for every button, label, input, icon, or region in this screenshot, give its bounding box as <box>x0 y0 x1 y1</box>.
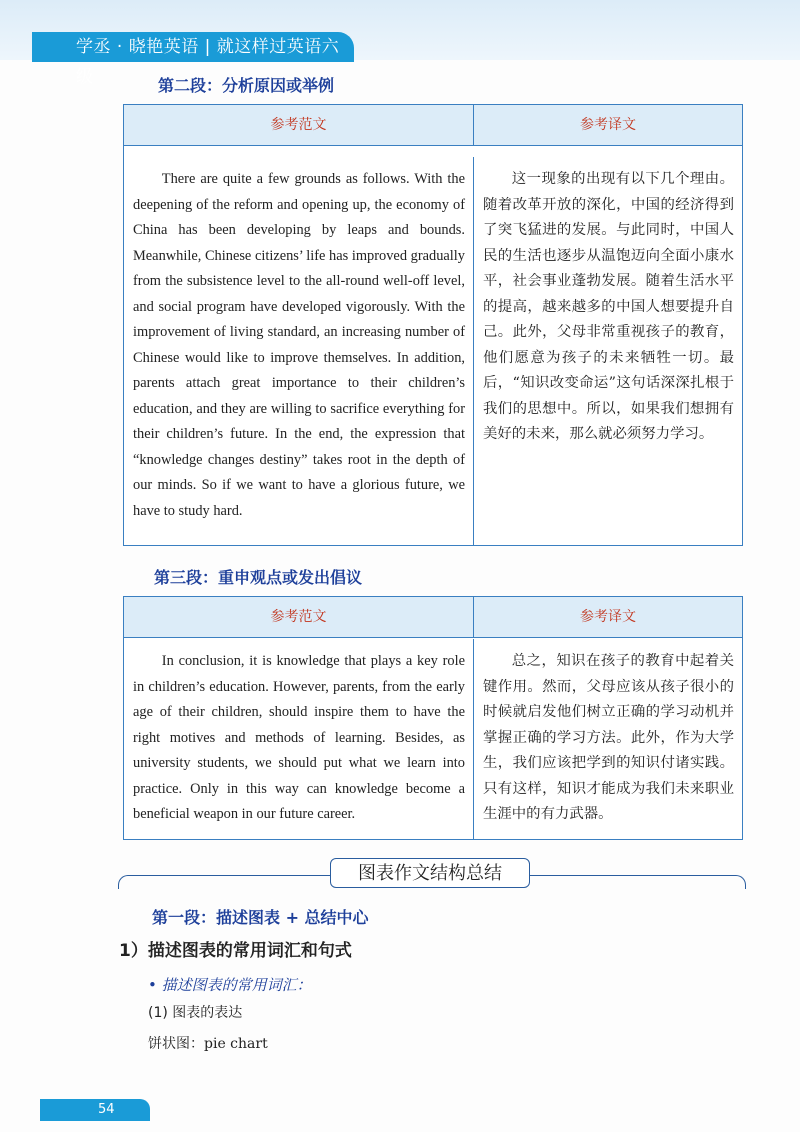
reference-table-para3 <box>123 596 743 840</box>
section-label-para3: 第三段：重申观点或发出倡议 <box>154 568 363 587</box>
page-number: 54 <box>40 1099 150 1121</box>
sample-essay-para2: There are quite a few grounds as follows. With the deepening of the reform and opening up, the economy of China has been developing by leaps and bounds. Meanwhile, Chinese citizens’ life has improved gradually from the subsistence level to the all-round well-off level, and social program have developed vigorously. With the improvement of living standard, an increasing number of Chinese would like to improve themselves. In addition, parents attach great importance to their children’s education, and they are willing to sacrifice everything for their children’s future. In the end, the expression that “knowledge changes destiny” takes root in the depth of our minds. So if we want to have a glorious future, we have to study hard. <box>133 171 465 519</box>
col-header-sample: 参考范文 <box>124 105 474 146</box>
translation-text-cell <box>474 639 742 839</box>
running-header: 学丞 · 晓艳英语 | 就这样过英语六级 <box>32 32 354 62</box>
bullet-vocab: • 描述图表的常用词汇： <box>148 976 312 994</box>
translation-para2: 这一现象的出现有以下几个理由。随着改革开放的深化，中国的经济得到了突飞猛进的发展。与此同时，中国人民的生活也逐步从温饱迈向全面小康水平，社会事业蓬勃发展。随着生活水平的提高，越来越多的中国人想要提升自己。此外，父母非常重视孩子的教育，他们愿意为孩子的未来牺牲一切。最后，“知识改变命运”这句话深深扎根于我们的思想中。所以，如果我们想拥有美好的未来，那么就必须努力学习。 <box>483 171 734 442</box>
section-label-para2: 第二段：分析原因或举例 <box>158 76 335 95</box>
subsection-heading: 1）描述图表的常用词汇和句式 <box>119 941 352 961</box>
reference-table-para2 <box>123 104 743 546</box>
col-header-translation: 参考译文 <box>474 105 742 146</box>
translation-text-cell <box>474 157 742 545</box>
sample-essay-para3: In conclusion, it is knowledge that plays a key role in children’s education. However, parents, from the early age of their children, should inspire them to have the right motives and methods of learning. Besides, as university students, we should put what we learn into practice. Only in this way can knowledge become a beneficial weapon in our future career. <box>133 653 465 823</box>
summary-banner: 图表作文结构总结 <box>330 858 530 888</box>
col-header-translation: 参考译文 <box>474 597 742 638</box>
translation-para3: 总之，知识在孩子的教育中起着关键作用。然而，父母应该从孩子很小的时候就启发他们树立正确的学习动机并掌握正确的学习方法。此外，作为大学生，我们应该把学到的知识付诸实践。只有这样，知识才能成为我们未来职业生涯中的有力武器。 <box>483 653 734 823</box>
sample-text-cell <box>124 157 474 545</box>
sample-text-cell <box>124 639 474 839</box>
col-header-sample: 参考范文 <box>124 597 474 638</box>
sub-item-chart-expression: (1) 图表的表达 <box>148 1005 243 1021</box>
term-pie-chart: 饼状图：pie chart <box>148 1036 268 1052</box>
section-label-para1: 第一段：描述图表 + 总结中心 <box>152 908 369 927</box>
